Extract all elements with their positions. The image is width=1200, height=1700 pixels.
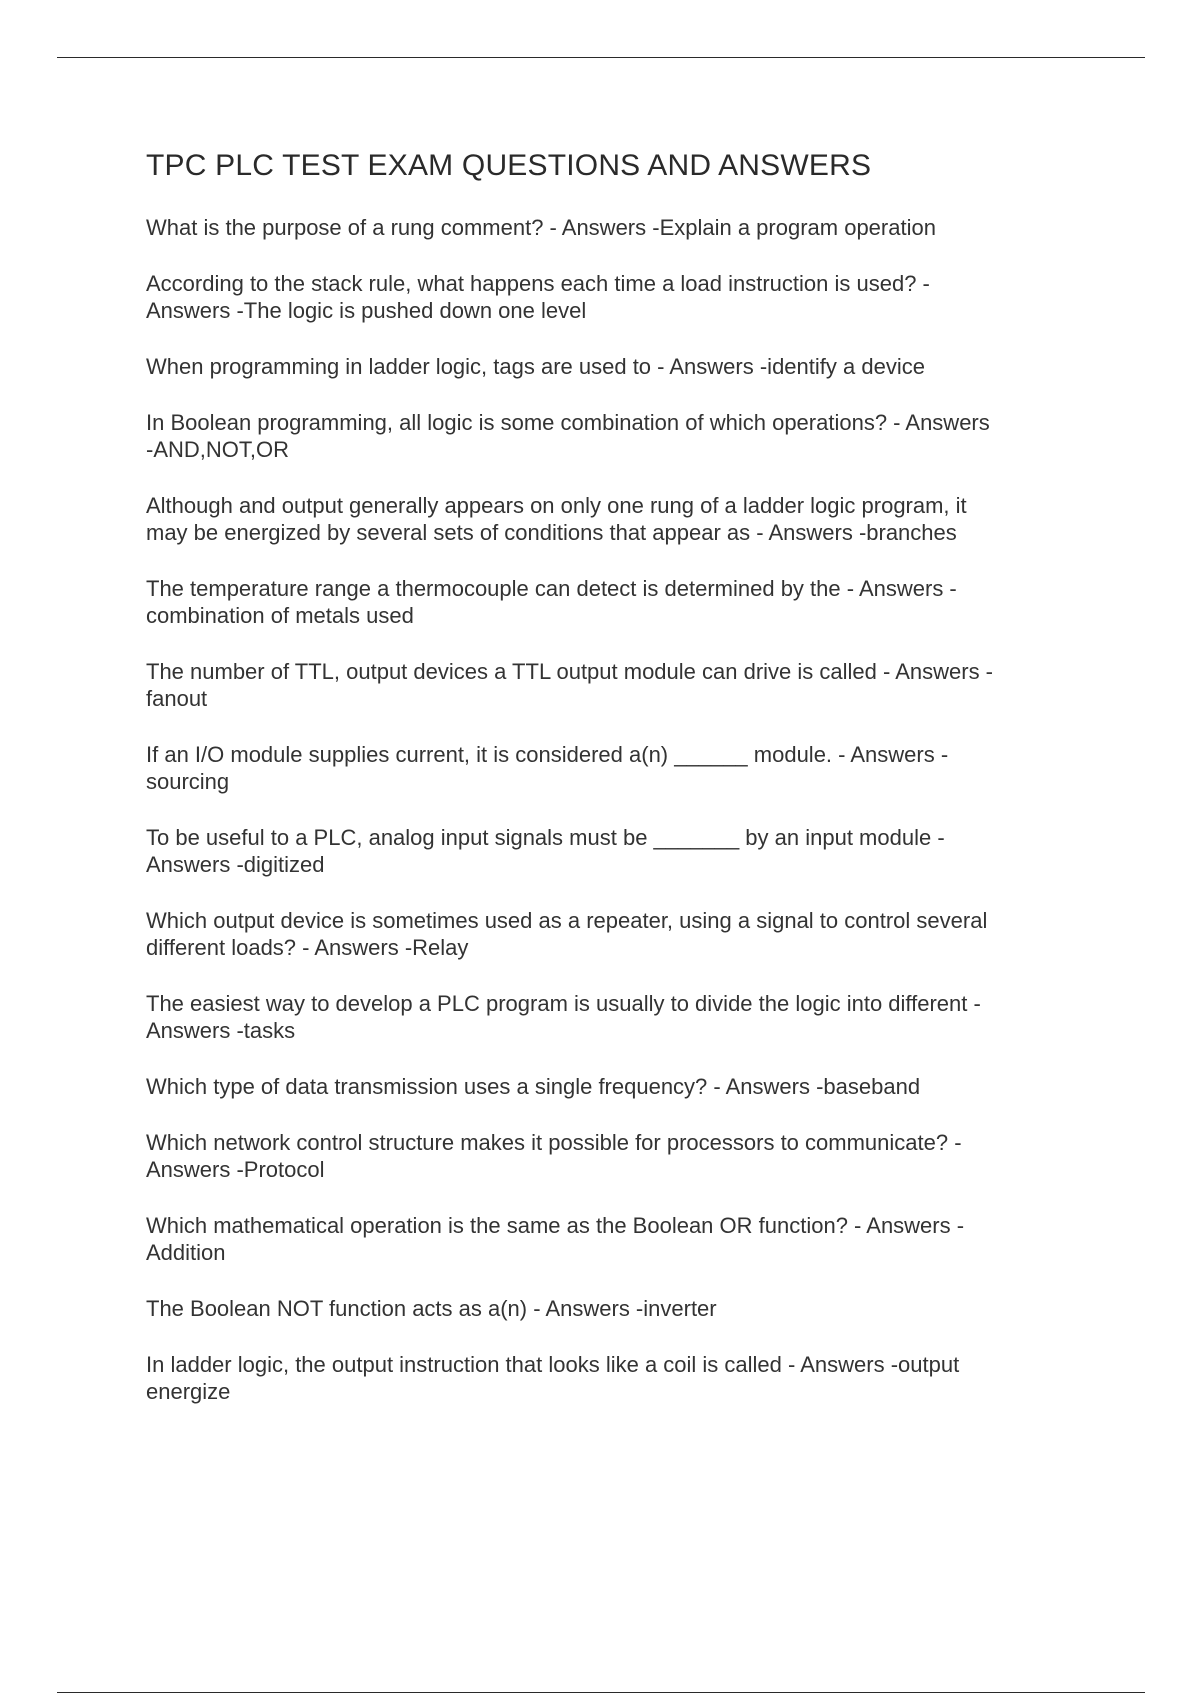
qa-item [146, 409, 1086, 463]
qa-line: Which output device is sometimes used as a repeater, using a signal to control several [146, 908, 988, 933]
qa-item [146, 353, 1086, 380]
qa-line: The Boolean NOT function acts as a(n) - Answers -inverter [146, 1296, 717, 1321]
qa-line: In Boolean programming, all logic is some combination of which operations? - Answers [146, 410, 990, 435]
qa-item [146, 907, 1086, 961]
qa-line: Addition [146, 1240, 226, 1265]
qa-line: According to the stack rule, what happens each time a load instruction is used? - [146, 271, 930, 296]
qa-line: What is the purpose of a rung comment? - Answers -Explain a program operation [146, 215, 936, 240]
qa-item [146, 1351, 1086, 1405]
qa-line: different loads? - Answers -Relay [146, 935, 469, 960]
top-rule [57, 57, 1145, 58]
qa-line: Which type of data transmission uses a single frequency? - Answers -baseband [146, 1074, 921, 1099]
qa-item [146, 1129, 1086, 1183]
qa-item [146, 658, 1086, 712]
qa-line: Answers -The logic is pushed down one level [146, 298, 587, 323]
qa-item [146, 1295, 1086, 1322]
qa-line: fanout [146, 686, 208, 711]
qa-item [146, 1212, 1086, 1266]
qa-line: To be useful to a PLC, analog input signals must be _______ by an input module - [146, 825, 945, 850]
qa-item [146, 741, 1086, 795]
qa-line: Answers -Protocol [146, 1157, 325, 1182]
qa-line: sourcing [146, 769, 230, 794]
document-title: TPC PLC TEST EXAM QUESTIONS AND ANSWERS [146, 149, 872, 182]
qa-line: If an I/O module supplies current, it is considered a(n) ______ module. - Answers - [146, 742, 949, 767]
qa-line: The temperature range a thermocouple can detect is determined by the - Answers - [146, 576, 957, 601]
qa-item [146, 214, 1086, 241]
qa-item [146, 824, 1086, 878]
qa-line: Although and output generally appears on only one rung of a ladder logic program, it [146, 493, 967, 518]
qa-item [146, 492, 1086, 546]
qa-line: The number of TTL, output devices a TTL output module can drive is called - Answers - [146, 659, 994, 684]
qa-line: Which mathematical operation is the same as the Boolean OR function? - Answers - [146, 1213, 965, 1238]
qa-line: In ladder logic, the output instruction that looks like a coil is called - Answers -output [146, 1352, 960, 1377]
qa-line: -AND,NOT,OR [146, 437, 289, 462]
qa-line: combination of metals used [146, 603, 414, 628]
qa-line: When programming in ladder logic, tags are used to - Answers -identify a device [146, 354, 925, 379]
qa-line: The easiest way to develop a PLC program is usually to divide the logic into different - [146, 991, 981, 1016]
qa-item [146, 1073, 1086, 1100]
bottom-rule [57, 1692, 1145, 1693]
document-body [146, 144, 1086, 1434]
qa-line: Which network control structure makes it possible for processors to communicate? - [146, 1130, 962, 1155]
qa-line: Answers -digitized [146, 852, 325, 877]
qa-line: energize [146, 1379, 231, 1404]
qa-item [146, 575, 1086, 629]
qa-item [146, 270, 1086, 324]
qa-line: may be energized by several sets of conditions that appear as - Answers -branches [146, 520, 957, 545]
qa-line: Answers -tasks [146, 1018, 296, 1043]
qa-item [146, 990, 1086, 1044]
